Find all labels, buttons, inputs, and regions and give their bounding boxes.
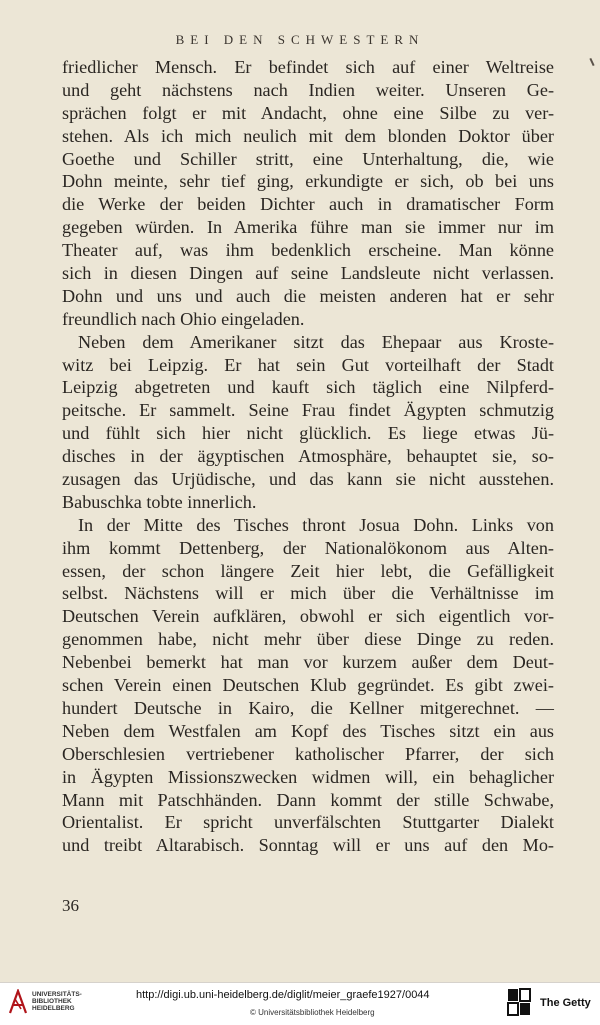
text-line: Orientalist. Er spricht unverfälschten Stuttgarter Dialekt (62, 812, 554, 833)
running-head: BEI DEN SCHWESTERN (175, 32, 425, 47)
text-line: Theater auf, was ihm bedenklich erscheine. Man könne (62, 240, 554, 261)
text-line: Goethe und Schiller stritt, eine Unterhaltung, die, wie (62, 148, 554, 169)
text-line: in Ägypten Missionszwecken widmen will, ein behaglicher (62, 766, 554, 787)
getty-logo-icon[interactable] (506, 987, 532, 1019)
text-line: essen, der schon längere Zeit hier lebt, die Gefälligkeit (62, 560, 554, 581)
margin-mark (589, 58, 594, 66)
body-text (62, 56, 554, 857)
text-line: In der Mitte des Tisches thront Josua Dohn. Links von (78, 514, 554, 535)
text-line: Dohn und uns und auch die meisten anderen hat er sehr (62, 285, 554, 306)
text-line: Neben dem Amerikaner sitzt das Ehepaar aus Kroste- (78, 331, 554, 352)
text-line: Neben dem Westfalen am Kopf des Tisches sitzt ein aus (62, 720, 554, 741)
text-line: gegeben würden. In Amerika führe man sie immer nur im (62, 217, 554, 238)
text-line: Mann mit Patschhänden. Dann kommt der stille Schwabe, (62, 789, 554, 810)
text-line: schen Verein einen Deutschen Klub gegründet. Es gibt zwei- (62, 675, 554, 696)
partner-name: The Getty (540, 997, 591, 1009)
text-line: Babuschka tobte innerlich. (62, 491, 257, 512)
copyright-notice: © Universitätsbibliothek Heidelberg (250, 1008, 375, 1017)
text-line: sich in diesen Dingen auf seine Landsleute nicht verlassen. (62, 263, 554, 284)
text-line: Nebenbei bemerkt hat man vor kurzem außer dem Deut- (62, 652, 554, 673)
text-line: sprächen folgt er mit Andacht, ohne eine Silbe zu ver- (62, 102, 554, 123)
institution-name: UNIVERSITÄTS- BIBLIOTHEK HEIDELBERG (32, 991, 82, 1012)
text-line: hundert Deutsche in Kairo, die Kellner mitgerechnet. — (62, 697, 554, 718)
page-number: 36 (62, 896, 79, 915)
footer-bar (0, 982, 600, 1025)
text-line: Leipzig abgetreten und kauft sich täglich eine Nilpferd- (62, 377, 554, 398)
text-line: witz bei Leipzig. Er hat sein Gut vorteilhaft der Stadt (62, 354, 554, 375)
text-line: die Werke der beiden Dichter auch in dramatischer Form (62, 194, 554, 215)
text-line: genommen habe, nicht mehr über diese Dinge zu reden. (62, 629, 554, 650)
text-line: Deutschen Verein aufklären, obwohl er sich eigentlich vor- (62, 606, 554, 627)
text-line: zusagen das Urjüdische, und das kann sie nicht ausstehen. (62, 469, 554, 490)
source-url-link[interactable]: http://digi.ub.uni-heidelberg.de/diglit/meier_graefe1927/0044 (136, 989, 430, 1001)
text-line: disches in der ägyptischen Atmosphäre, behauptet sie, so- (62, 446, 554, 467)
text-line: ihm kommt Dettenberg, der Nationalökonom aus Alten- (62, 537, 554, 558)
university-logo-icon[interactable] (8, 989, 28, 1015)
text-line: friedlicher Mensch. Er befindet sich auf einer Weltreise (62, 57, 554, 77)
text-line: Dohn meinte, sehr tief ging, erkundigte er sich, ob bei uns (62, 171, 554, 192)
text-line: und fühlt sich hier nicht glücklich. Es liege etwas Jü- (62, 423, 554, 444)
text-line: peitsche. Er sammelt. Seine Frau findet Ägypten schmutzig (62, 400, 554, 421)
text-line: und geht nächstens nach Indien weiter. Unseren Ge- (62, 79, 554, 100)
text-line: und treibt Altarabisch. Sonntag will er uns auf den Mo- (62, 835, 554, 856)
text-line: freundlich nach Ohio eingeladen. (62, 308, 305, 329)
text-line: stehen. Als ich mich neulich mit dem blonden Doktor über (62, 125, 554, 146)
text-line: Oberschlesien vertriebener katholischer Pfarrer, der sich (62, 743, 554, 764)
text-line: selbst. Nächstens will er mich über die Verhältnisse im (62, 583, 554, 604)
